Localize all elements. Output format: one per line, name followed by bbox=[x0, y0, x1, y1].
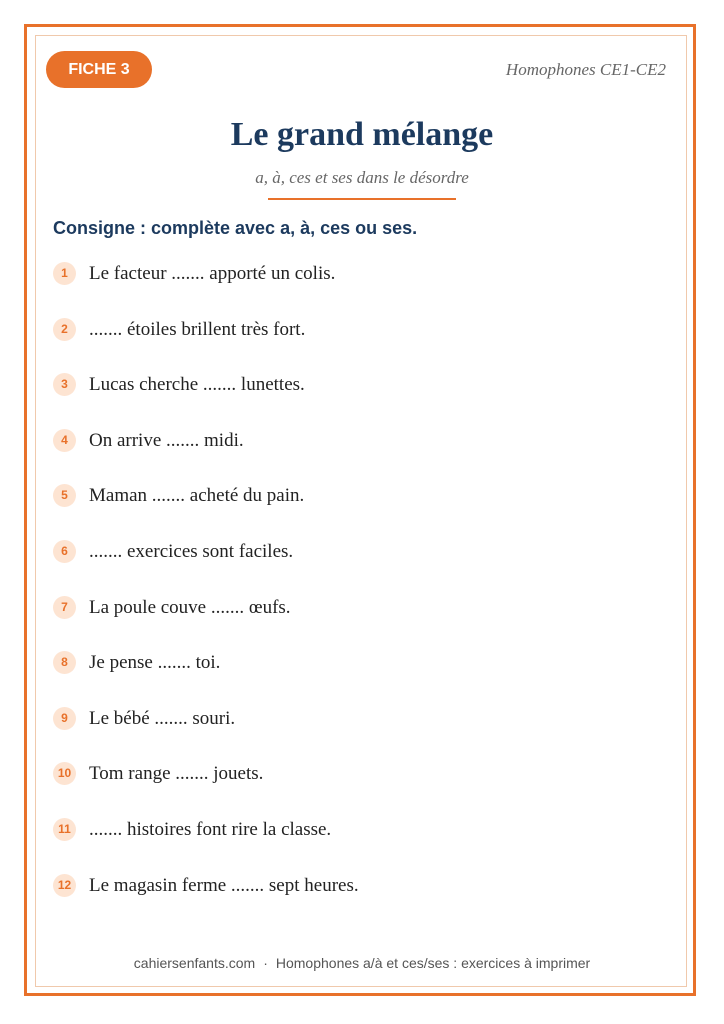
exercise-number: 2 bbox=[53, 318, 76, 341]
exercise-number: 9 bbox=[53, 707, 76, 730]
exercise-number: 5 bbox=[53, 484, 76, 507]
exercise-item bbox=[53, 262, 359, 318]
exercise-sentence: On arrive ....... midi. bbox=[89, 429, 244, 451]
exercise-sentence: Lucas cherche ....... lunettes. bbox=[89, 374, 305, 396]
exercise-sentence: ....... exercices sont faciles. bbox=[89, 540, 294, 562]
exercise-number: 11 bbox=[53, 818, 76, 841]
footer-description: Homophones a/à et ces/ses : exercices à imprimer bbox=[275, 955, 591, 971]
exercise-item bbox=[53, 874, 359, 930]
exercise-sentence: Maman ....... acheté du pain. bbox=[89, 485, 305, 507]
exercise-number: 10 bbox=[53, 762, 76, 785]
exercise-sentence: La poule couve ....... œufs. bbox=[89, 596, 291, 618]
footer-separator: · bbox=[263, 955, 268, 971]
worksheet-number-badge: FICHE 3 bbox=[46, 51, 152, 88]
exercise-number: 3 bbox=[53, 373, 76, 396]
series-label: Homophones CE1-CE2 bbox=[505, 60, 666, 79]
exercise-item bbox=[53, 318, 359, 374]
page-subtitle: a, à, ces et ses dans le désordre bbox=[255, 168, 469, 187]
exercise-sentence: Je pense ....... toi. bbox=[89, 652, 221, 674]
exercise-number: 12 bbox=[53, 874, 76, 897]
footer-site: cahiersenfants.com bbox=[133, 955, 256, 971]
exercise-item bbox=[53, 540, 359, 596]
exercise-item bbox=[53, 707, 359, 763]
exercise-sentence: ....... étoiles brillent très fort. bbox=[89, 318, 306, 340]
exercise-item bbox=[53, 596, 359, 652]
instruction-text: Consigne : complète avec a, à, ces ou ses. bbox=[53, 218, 418, 238]
exercise-number: 1 bbox=[53, 262, 76, 285]
exercise-item bbox=[53, 429, 359, 485]
exercise-number: 8 bbox=[53, 651, 76, 674]
exercise-sentence: Le magasin ferme ....... sept heures. bbox=[89, 874, 359, 896]
exercise-sentence: Tom range ....... jouets. bbox=[89, 763, 264, 785]
exercise-sentence: Le bébé ....... souri. bbox=[89, 707, 236, 729]
exercise-list bbox=[53, 262, 359, 929]
exercise-number: 4 bbox=[53, 429, 76, 452]
exercise-number: 7 bbox=[53, 596, 76, 619]
exercise-sentence: ....... histoires font rire la classe. bbox=[89, 818, 332, 840]
exercise-number: 6 bbox=[53, 540, 76, 563]
exercise-item bbox=[53, 373, 359, 429]
exercise-item bbox=[53, 818, 359, 874]
title-divider bbox=[268, 198, 456, 200]
exercise-item bbox=[53, 484, 359, 540]
page-footer bbox=[0, 955, 724, 971]
exercise-sentence: Le facteur ....... apporté un colis. bbox=[89, 263, 336, 284]
exercise-item bbox=[53, 651, 359, 707]
page-title: Le grand mélange bbox=[230, 116, 494, 153]
exercise-item bbox=[53, 762, 359, 818]
